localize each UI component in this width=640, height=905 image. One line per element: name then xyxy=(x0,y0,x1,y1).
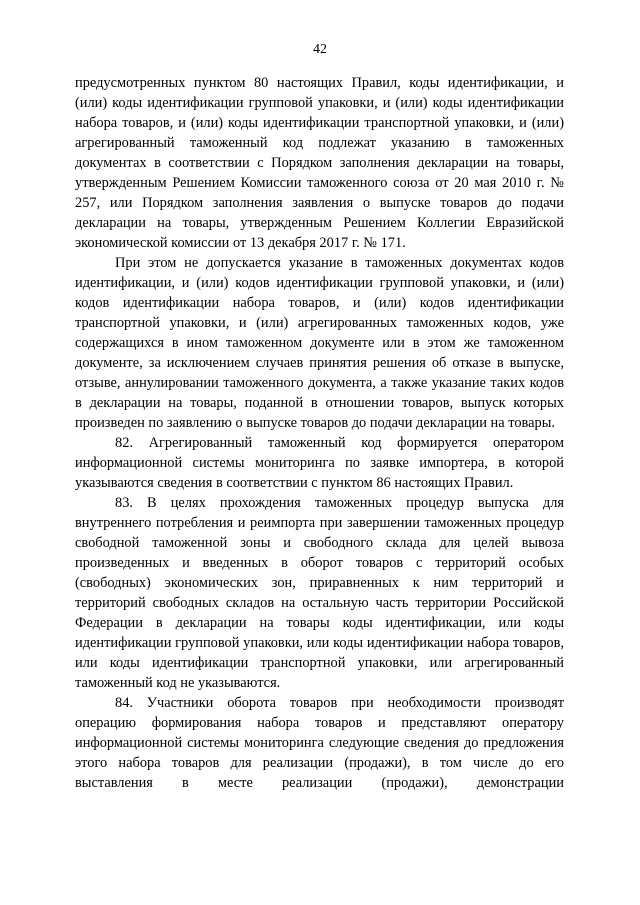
paragraph-84: 84. Участники оборота товаров при необходимости производят операцию формирования набора товаров и представляют оператору информационной системы мониторинга следующие сведения до предложения этого набора товаров для реализации (продажи), в том числе до его выставления в месте реализации (продажи), демонстрации xyxy=(75,695,564,791)
paragraph-codes-restriction: При этом не допускается указание в таможенных документах кодов идентификации, и (или) кодов идентификации групповой упаковки, и (или) кодов идентификации набора товаров, и (или) кодов идентификации транспортной упаковки, и (или) агрегированных таможенных кодов, уже содержащихся в ином таможенном документе или в этом же таможенном документе, за исключением случаев принятия решения об отказе в выпуске, отзыве, аннулировании таможенного документа, а также указание таких кодов в декларации на товары, поданной в отношении товаров, выпуск которых произведен по заявлению о выпуске товаров до подачи декларации на товары. xyxy=(75,255,564,431)
paragraph-82: 82. Агрегированный таможенный код формируется оператором информационной системы мониторинга по заявке импортера, в которой указываются сведения в соответствии с пунктом 86 настоящих Правил. xyxy=(75,435,564,491)
paragraph-83: 83. В целях прохождения таможенных процедур выпуска для внутреннего потребления и реимпорта при завершении таможенных процедур свободной таможенной зоны и свободного склада для целей вывоза произведенных и введенных в оборот товаров с территорий особых (свободных) экономических зон, приравненных к ним территорий и территорий свободных складов на остальную часть территории Российской Федерации в декларации на товары коды идентификации, или коды идентификации групповой упаковки, или коды идентификации набора товаров, или коды идентификации транспортной упаковки, или агрегированный таможенный код не указываются. xyxy=(75,495,564,691)
document-body xyxy=(75,73,564,793)
paragraph-continuation: предусмотренных пунктом 80 настоящих Правил, коды идентификации, и (или) коды идентификации групповой упаковки, и (или) коды идентификации набора товаров, и (или) коды идентификации транспортной упаковки, и (или) агрегированный таможенный код подлежат указанию в таможенных документах в соответствии с Порядком заполнения декларации на товары, утвержденным Решением Комиссии таможенного союза от 20 мая 2010 г. № 257, или Порядком заполнения заявления о выпуске товаров до подачи декларации на товары, утвержденным Решением Коллегии Евразийской экономической комиссии от 13 декабря 2017 г. № 171. xyxy=(75,75,564,251)
page-number: 42 xyxy=(313,42,327,57)
